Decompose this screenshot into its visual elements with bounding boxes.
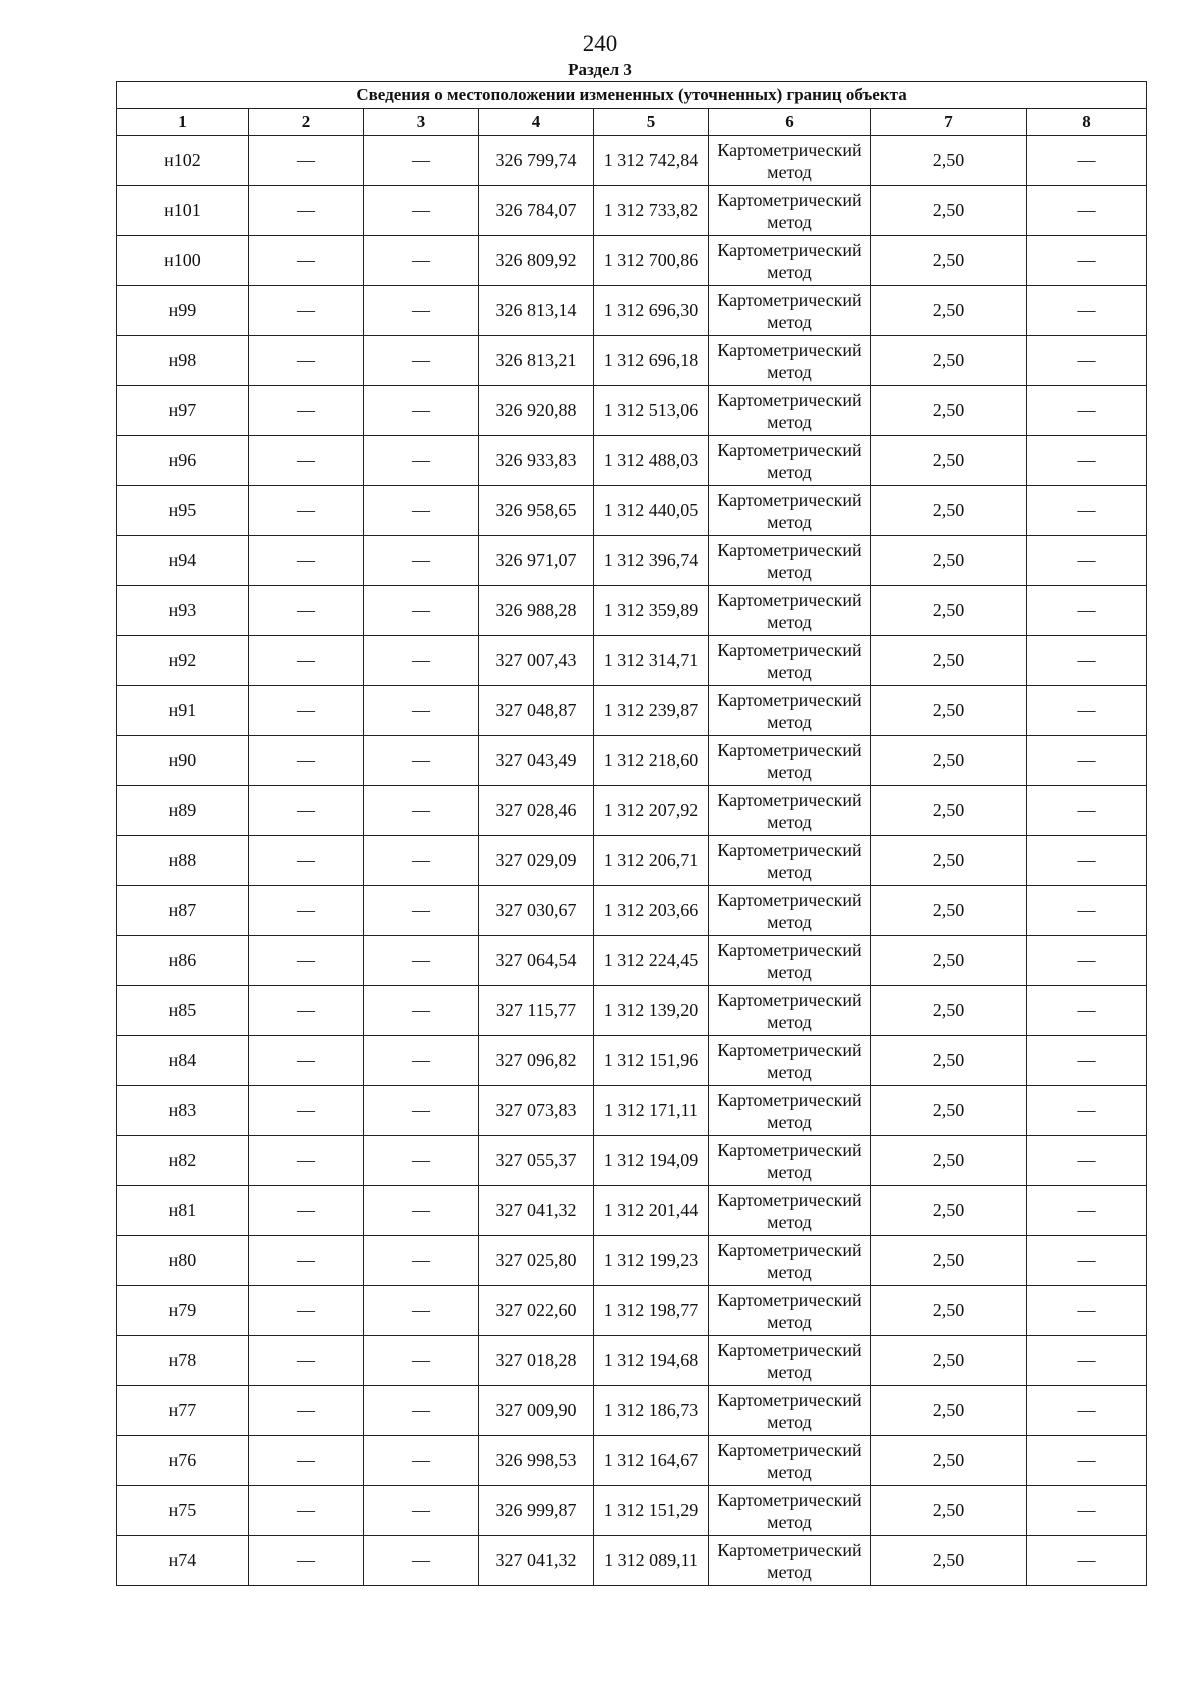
- empty-dash: —: [364, 1136, 479, 1186]
- coordinate-x: 327 043,49: [479, 736, 594, 786]
- empty-dash: —: [249, 686, 364, 736]
- coordinate-x: 326 784,07: [479, 186, 594, 236]
- empty-dash: —: [364, 1086, 479, 1136]
- coordinate-x: 326 998,53: [479, 1436, 594, 1486]
- method: Картометрический метод: [709, 536, 871, 586]
- coordinate-x: 327 022,60: [479, 1286, 594, 1336]
- coordinate-y: 1 312 089,11: [594, 1536, 709, 1586]
- boundary-coordinates-table: [116, 81, 1147, 1586]
- coordinate-y: 1 312 164,67: [594, 1436, 709, 1486]
- empty-dash: —: [1027, 886, 1147, 936]
- accuracy: 2,50: [871, 1536, 1027, 1586]
- method: Картометрический метод: [709, 686, 871, 736]
- accuracy: 2,50: [871, 1236, 1027, 1286]
- point-number: н86: [117, 936, 249, 986]
- point-number: н99: [117, 286, 249, 336]
- method: Картометрический метод: [709, 936, 871, 986]
- empty-dash: —: [364, 136, 479, 186]
- method: Картометрический метод: [709, 1186, 871, 1236]
- method: Картометрический метод: [709, 1036, 871, 1086]
- table-row: [117, 1486, 1147, 1536]
- empty-dash: —: [1027, 1536, 1147, 1586]
- empty-dash: —: [249, 1436, 364, 1486]
- empty-dash: —: [1027, 186, 1147, 236]
- method: Картометрический метод: [709, 1536, 871, 1586]
- point-number: н81: [117, 1186, 249, 1236]
- empty-dash: —: [249, 1236, 364, 1286]
- accuracy: 2,50: [871, 1286, 1027, 1336]
- table-row: [117, 336, 1147, 386]
- accuracy: 2,50: [871, 436, 1027, 486]
- method: Картометрический метод: [709, 1286, 871, 1336]
- empty-dash: —: [364, 436, 479, 486]
- empty-dash: —: [364, 886, 479, 936]
- accuracy: 2,50: [871, 686, 1027, 736]
- empty-dash: —: [364, 736, 479, 786]
- coordinate-y: 1 312 203,66: [594, 886, 709, 936]
- empty-dash: —: [249, 836, 364, 886]
- column-number-row: [117, 109, 1147, 136]
- empty-dash: —: [1027, 336, 1147, 386]
- method: Картометрический метод: [709, 1486, 871, 1536]
- empty-dash: —: [364, 186, 479, 236]
- empty-dash: —: [1027, 586, 1147, 636]
- point-number: н90: [117, 736, 249, 786]
- accuracy: 2,50: [871, 536, 1027, 586]
- point-number: н88: [117, 836, 249, 886]
- coordinate-x: 327 009,90: [479, 1386, 594, 1436]
- table-row: [117, 1286, 1147, 1336]
- accuracy: 2,50: [871, 286, 1027, 336]
- table-row: [117, 1336, 1147, 1386]
- empty-dash: —: [249, 286, 364, 336]
- point-number: н80: [117, 1236, 249, 1286]
- point-number: н98: [117, 336, 249, 386]
- empty-dash: —: [364, 1486, 479, 1536]
- table-row: [117, 286, 1147, 336]
- accuracy: 2,50: [871, 1136, 1027, 1186]
- accuracy: 2,50: [871, 336, 1027, 386]
- empty-dash: —: [249, 736, 364, 786]
- empty-dash: —: [249, 236, 364, 286]
- empty-dash: —: [364, 1286, 479, 1336]
- empty-dash: —: [1027, 136, 1147, 186]
- point-number: н79: [117, 1286, 249, 1336]
- coordinate-y: 1 312 733,82: [594, 186, 709, 236]
- accuracy: 2,50: [871, 586, 1027, 636]
- coordinate-y: 1 312 206,71: [594, 836, 709, 886]
- accuracy: 2,50: [871, 986, 1027, 1036]
- coordinate-y: 1 312 700,86: [594, 236, 709, 286]
- table-row: [117, 586, 1147, 636]
- point-number: н89: [117, 786, 249, 836]
- method: Картометрический метод: [709, 136, 871, 186]
- method: Картометрический метод: [709, 236, 871, 286]
- accuracy: 2,50: [871, 1436, 1027, 1486]
- empty-dash: —: [1027, 1436, 1147, 1486]
- point-number: н84: [117, 1036, 249, 1086]
- method: Картометрический метод: [709, 1336, 871, 1386]
- method: Картометрический метод: [709, 386, 871, 436]
- table-row: [117, 986, 1147, 1036]
- point-number: н97: [117, 386, 249, 436]
- accuracy: 2,50: [871, 1186, 1027, 1236]
- coordinate-y: 1 312 151,96: [594, 1036, 709, 1086]
- table-row: [117, 636, 1147, 686]
- method: Картометрический метод: [709, 336, 871, 386]
- empty-dash: —: [249, 1336, 364, 1386]
- empty-dash: —: [1027, 486, 1147, 536]
- coordinate-x: 327 041,32: [479, 1536, 594, 1586]
- empty-dash: —: [249, 186, 364, 236]
- empty-dash: —: [364, 986, 479, 1036]
- accuracy: 2,50: [871, 136, 1027, 186]
- empty-dash: —: [364, 836, 479, 886]
- table-row: [117, 1236, 1147, 1286]
- table-row: [117, 1536, 1147, 1586]
- empty-dash: —: [249, 1036, 364, 1086]
- empty-dash: —: [364, 1186, 479, 1236]
- column-number: 4: [479, 109, 594, 136]
- point-number: н74: [117, 1536, 249, 1586]
- coordinate-x: 326 971,07: [479, 536, 594, 586]
- point-number: н87: [117, 886, 249, 936]
- table-row: [117, 1036, 1147, 1086]
- empty-dash: —: [1027, 1386, 1147, 1436]
- empty-dash: —: [249, 636, 364, 686]
- empty-dash: —: [364, 586, 479, 636]
- accuracy: 2,50: [871, 1036, 1027, 1086]
- empty-dash: —: [249, 136, 364, 186]
- coordinate-x: 327 007,43: [479, 636, 594, 686]
- method: Картометрический метод: [709, 786, 871, 836]
- method: Картометрический метод: [709, 886, 871, 936]
- coordinate-x: 326 999,87: [479, 1486, 594, 1536]
- method: Картометрический метод: [709, 1236, 871, 1286]
- accuracy: 2,50: [871, 1386, 1027, 1436]
- empty-dash: —: [249, 436, 364, 486]
- coordinate-y: 1 312 742,84: [594, 136, 709, 186]
- accuracy: 2,50: [871, 486, 1027, 536]
- coordinate-y: 1 312 396,74: [594, 536, 709, 586]
- empty-dash: —: [364, 536, 479, 586]
- coordinate-x: 327 030,67: [479, 886, 594, 936]
- point-number: н85: [117, 986, 249, 1036]
- table-row: [117, 1436, 1147, 1486]
- coordinate-x: 326 920,88: [479, 386, 594, 436]
- empty-dash: —: [1027, 936, 1147, 986]
- empty-dash: —: [364, 1236, 479, 1286]
- coordinate-y: 1 312 198,77: [594, 1286, 709, 1336]
- method: Картометрический метод: [709, 586, 871, 636]
- method: Картометрический метод: [709, 286, 871, 336]
- coordinate-x: 327 018,28: [479, 1336, 594, 1386]
- coordinate-y: 1 312 224,45: [594, 936, 709, 986]
- method: Картометрический метод: [709, 1086, 871, 1136]
- accuracy: 2,50: [871, 386, 1027, 436]
- empty-dash: —: [249, 536, 364, 586]
- empty-dash: —: [364, 1036, 479, 1086]
- column-number: 5: [594, 109, 709, 136]
- point-number: н92: [117, 636, 249, 686]
- empty-dash: —: [1027, 1086, 1147, 1136]
- method: Картометрический метод: [709, 436, 871, 486]
- method: Картометрический метод: [709, 1436, 871, 1486]
- empty-dash: —: [249, 586, 364, 636]
- table-row: [117, 686, 1147, 736]
- coordinate-x: 327 041,32: [479, 1186, 594, 1236]
- table-caption: Сведения о местоположении измененных (уточненных) границ объекта: [117, 82, 1147, 109]
- empty-dash: —: [249, 1086, 364, 1136]
- empty-dash: —: [364, 1336, 479, 1386]
- table-row: [117, 236, 1147, 286]
- accuracy: 2,50: [871, 1086, 1027, 1136]
- table-row: [117, 486, 1147, 536]
- table-row: [117, 136, 1147, 186]
- empty-dash: —: [249, 1286, 364, 1336]
- coordinate-y: 1 312 186,73: [594, 1386, 709, 1436]
- point-number: н78: [117, 1336, 249, 1386]
- point-number: н102: [117, 136, 249, 186]
- empty-dash: —: [249, 1136, 364, 1186]
- accuracy: 2,50: [871, 736, 1027, 786]
- empty-dash: —: [1027, 536, 1147, 586]
- empty-dash: —: [364, 686, 479, 736]
- empty-dash: —: [364, 1436, 479, 1486]
- table-row: [117, 736, 1147, 786]
- coordinate-x: 326 813,21: [479, 336, 594, 386]
- empty-dash: —: [1027, 436, 1147, 486]
- coordinate-x: 327 028,46: [479, 786, 594, 836]
- empty-dash: —: [249, 1386, 364, 1436]
- method: Картометрический метод: [709, 186, 871, 236]
- coordinate-x: 326 988,28: [479, 586, 594, 636]
- table-row: [117, 886, 1147, 936]
- empty-dash: —: [1027, 236, 1147, 286]
- empty-dash: —: [364, 236, 479, 286]
- table-row: [117, 936, 1147, 986]
- table-row: [117, 386, 1147, 436]
- point-number: н91: [117, 686, 249, 736]
- empty-dash: —: [1027, 736, 1147, 786]
- point-number: н77: [117, 1386, 249, 1436]
- empty-dash: —: [1027, 686, 1147, 736]
- empty-dash: —: [364, 936, 479, 986]
- table-row: [117, 1386, 1147, 1436]
- empty-dash: —: [364, 336, 479, 386]
- empty-dash: —: [1027, 1136, 1147, 1186]
- method: Картометрический метод: [709, 636, 871, 686]
- point-number: н93: [117, 586, 249, 636]
- coordinate-y: 1 312 171,11: [594, 1086, 709, 1136]
- empty-dash: —: [1027, 286, 1147, 336]
- coordinate-y: 1 312 696,30: [594, 286, 709, 336]
- table-row: [117, 786, 1147, 836]
- point-number: н100: [117, 236, 249, 286]
- point-number: н94: [117, 536, 249, 586]
- table-row: [117, 1186, 1147, 1236]
- table-row: [117, 436, 1147, 486]
- coordinate-x: 327 064,54: [479, 936, 594, 986]
- empty-dash: —: [1027, 386, 1147, 436]
- accuracy: 2,50: [871, 836, 1027, 886]
- empty-dash: —: [249, 986, 364, 1036]
- coordinate-y: 1 312 201,44: [594, 1186, 709, 1236]
- coordinate-x: 327 073,83: [479, 1086, 594, 1136]
- coordinate-y: 1 312 696,18: [594, 336, 709, 386]
- empty-dash: —: [249, 936, 364, 986]
- table-row: [117, 186, 1147, 236]
- coordinate-x: 326 958,65: [479, 486, 594, 536]
- table-row: [117, 1086, 1147, 1136]
- empty-dash: —: [364, 486, 479, 536]
- empty-dash: —: [364, 1536, 479, 1586]
- method: Картометрический метод: [709, 1386, 871, 1436]
- coordinate-y: 1 312 218,60: [594, 736, 709, 786]
- empty-dash: —: [1027, 836, 1147, 886]
- coordinate-x: 327 115,77: [479, 986, 594, 1036]
- empty-dash: —: [249, 1536, 364, 1586]
- empty-dash: —: [1027, 1336, 1147, 1386]
- empty-dash: —: [364, 786, 479, 836]
- method: Картометрический метод: [709, 1136, 871, 1186]
- coordinate-x: 327 096,82: [479, 1036, 594, 1086]
- coordinate-y: 1 312 513,06: [594, 386, 709, 436]
- accuracy: 2,50: [871, 636, 1027, 686]
- coordinate-x: 326 809,92: [479, 236, 594, 286]
- empty-dash: —: [249, 386, 364, 436]
- empty-dash: —: [364, 1386, 479, 1436]
- coordinate-y: 1 312 194,68: [594, 1336, 709, 1386]
- empty-dash: —: [249, 336, 364, 386]
- coordinate-x: 327 029,09: [479, 836, 594, 886]
- coordinate-x: 327 025,80: [479, 1236, 594, 1286]
- accuracy: 2,50: [871, 936, 1027, 986]
- accuracy: 2,50: [871, 786, 1027, 836]
- coordinate-x: 326 813,14: [479, 286, 594, 336]
- accuracy: 2,50: [871, 186, 1027, 236]
- table-row: [117, 536, 1147, 586]
- page-number: 240: [582, 31, 618, 56]
- point-number: н96: [117, 436, 249, 486]
- point-number: н75: [117, 1486, 249, 1536]
- coordinate-y: 1 312 239,87: [594, 686, 709, 736]
- empty-dash: —: [364, 386, 479, 436]
- point-number: н76: [117, 1436, 249, 1486]
- empty-dash: —: [249, 1486, 364, 1536]
- empty-dash: —: [1027, 1186, 1147, 1236]
- accuracy: 2,50: [871, 236, 1027, 286]
- method: Картометрический метод: [709, 986, 871, 1036]
- empty-dash: —: [1027, 1036, 1147, 1086]
- empty-dash: —: [1027, 636, 1147, 686]
- point-number: н83: [117, 1086, 249, 1136]
- coordinate-y: 1 312 139,20: [594, 986, 709, 1036]
- empty-dash: —: [364, 286, 479, 336]
- point-number: н95: [117, 486, 249, 536]
- coordinate-y: 1 312 151,29: [594, 1486, 709, 1536]
- table-row: [117, 836, 1147, 886]
- point-number: н82: [117, 1136, 249, 1186]
- empty-dash: —: [249, 486, 364, 536]
- empty-dash: —: [1027, 1286, 1147, 1336]
- method: Картометрический метод: [709, 836, 871, 886]
- point-number: н101: [117, 186, 249, 236]
- empty-dash: —: [1027, 786, 1147, 836]
- coordinate-x: 326 799,74: [479, 136, 594, 186]
- empty-dash: —: [1027, 1236, 1147, 1286]
- coordinate-x: 327 055,37: [479, 1136, 594, 1186]
- empty-dash: —: [249, 786, 364, 836]
- table-row: [117, 1136, 1147, 1186]
- coordinate-x: 326 933,83: [479, 436, 594, 486]
- coordinate-y: 1 312 440,05: [594, 486, 709, 536]
- empty-dash: —: [249, 1186, 364, 1236]
- empty-dash: —: [364, 636, 479, 686]
- coordinate-y: 1 312 194,09: [594, 1136, 709, 1186]
- column-number: 3: [364, 109, 479, 136]
- accuracy: 2,50: [871, 1336, 1027, 1386]
- coordinate-x: 327 048,87: [479, 686, 594, 736]
- column-number: 6: [709, 109, 871, 136]
- coordinate-y: 1 312 359,89: [594, 586, 709, 636]
- section-title: Раздел 3: [568, 60, 632, 79]
- coordinate-y: 1 312 314,71: [594, 636, 709, 686]
- method: Картометрический метод: [709, 736, 871, 786]
- empty-dash: —: [249, 886, 364, 936]
- accuracy: 2,50: [871, 886, 1027, 936]
- accuracy: 2,50: [871, 1486, 1027, 1536]
- column-number: 1: [117, 109, 249, 136]
- column-number: 7: [871, 109, 1027, 136]
- method: Картометрический метод: [709, 486, 871, 536]
- column-number: 8: [1027, 109, 1147, 136]
- column-number: 2: [249, 109, 364, 136]
- empty-dash: —: [1027, 1486, 1147, 1536]
- coordinate-y: 1 312 488,03: [594, 436, 709, 486]
- coordinate-y: 1 312 199,23: [594, 1236, 709, 1286]
- coordinate-y: 1 312 207,92: [594, 786, 709, 836]
- empty-dash: —: [1027, 986, 1147, 1036]
